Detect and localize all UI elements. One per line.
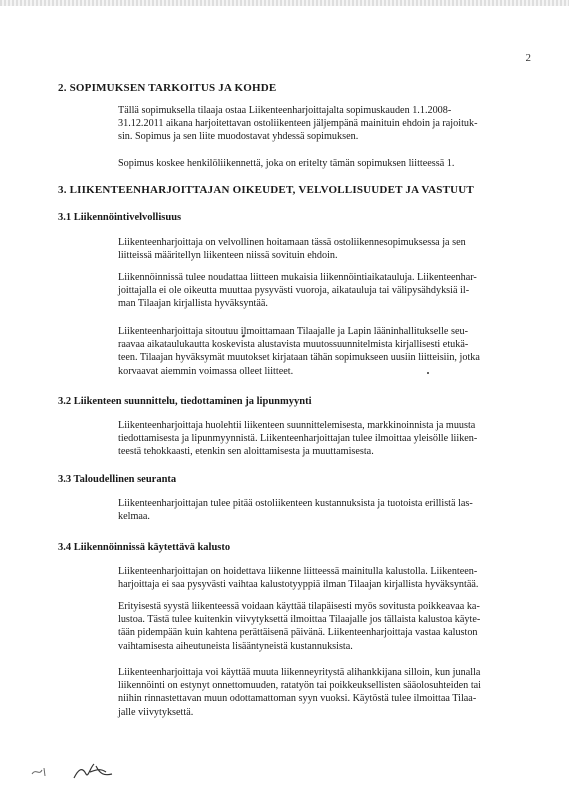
text-line: Erityisestä syystä liikenteessä voidaan käyttää tilapäisesti myös sovitusta poikkeavaa ka- [118,601,480,612]
text-line: 31.12.2011 aikana harjoitettavan ostoliikenteen jäljempänä mainituin ehdoin ja rajoituk- [118,118,478,130]
text-line: joittajalla ei ole oikeutta muuttaa pysyvästi vuoroja, aikatauluja tai välipysähdyksiä il- [118,285,470,297]
text-line: Liikenteenharjoittajan on hoidettava liikenne liitteessä mainitulla kalustolla. Liikenteen- [118,566,478,577]
text-line: tiedottamisesta ja lipunmyynnistä. Liikenteenharjoittajan tulee ilmoittaa yleisölle liiken- [118,433,478,445]
text-line: Tällä sopimuksella tilaaja ostaa Liikenteenharjoittajalta sopimuskauden 1.1.2008- [118,105,452,116]
text-line: Liikenteenharjoittaja sitoutuu ilmoittamaan Tilaajalle ja Lapin lääninhallitukselle seu- [118,326,468,337]
text-line: vaihtamisesta aiheutuneista lisääntyneistä kustannuksista. [118,640,353,652]
text-line: liikennöinti on estynyt onnettomuuden, ratatyön tai poikkeuksellisten sääolosuhteiden tai [118,680,482,692]
text-line: raavaa aikataulukautta koskevista alustavista muutossuunnitelmista kirjallisesti etukä- [118,339,469,351]
text-line: lustoa. Tästä tulee kuitenkin viivytyksettä ilmoittaa Tilaajalle jos tällaista kalustoa käyte- [118,614,481,626]
section-3-1-paragraph-2 [118,271,534,311]
section-3-heading: 3. LIIKENTEENHARJOITTAJAN OIKEUDET, VELVOLLISUUDET JA VASTUUT [58,184,474,196]
section-3-3-paragraph-1 [118,497,534,523]
text-line: tään pidempään kuin kahtena perättäisenä päivänä. Liikenteenharjoittaja vastaa kaluston [118,627,478,639]
section-2-heading: 2. SOPIMUKSEN TARKOITUS JA KOHDE [58,82,277,94]
page-number: 2 [525,52,531,64]
text-line: liitteissä määritellyn liikenteen niissä sovituin ehdoin. [118,250,338,262]
section-3-4-paragraph-2 [118,600,534,653]
section-3-1-paragraph-3 [118,325,534,378]
section-3-4-heading: 3.4 Liikennöinnissä käytettävä kalusto [58,542,231,553]
text-line: teen. Tilaajan hyväksymät muutokset kirjataan tähän sopimukseen uusiin liitteisiin, jotka [118,352,480,364]
text-line: Liikenteenharjoittajan tulee pitää ostoliikenteen kustannuksista ja tuotoista erillistä las- [118,498,473,509]
text-line: korvaavat aiemmin voimassa olleet liitteet. [118,365,294,377]
text-line: man Tilaajan kirjallista hyväksyntää. [118,298,268,310]
text-line: Liikenteenharjoittaja on velvollinen hoitamaan tässä ostoliikennesopimuksessa ja sen [118,237,466,248]
section-3-4-paragraph-3 [118,666,534,719]
section-3-1-paragraph-1 [118,236,534,262]
section-3-4-paragraph-1 [118,565,534,591]
text-line: Liikenteenharjoittaja huolehtii liikenteen suunnittelemisesta, markkinoinnista ja muusta [118,420,476,431]
text-line: sin. Sopimus ja sen liite muodostavat yhdessä sopimuksen. [118,131,359,143]
text-line: harjoittaja ei saa pysyvästi vaihtaa kalustotyyppiä ilman Tilaajan kirjallista hyväksyntää. [118,579,479,591]
text-line: Liikennöinnissä tulee noudattaa liitteen mukaisia liikennöintiaikatauluja. Liikenteenhar- [118,272,477,283]
handwritten-initials [30,756,140,786]
scan-mark [427,372,429,374]
section-3-1-heading: 3.1 Liikennöintivelvollisuus [58,212,182,223]
text-line: kelmaa. [118,511,150,523]
text-line: Liikenteenharjoittaja voi käyttää muuta liikenneyritystä alihankkijana silloin, kun junalla [118,667,481,678]
text-line: jalle viivytyksettä. [118,706,194,718]
section-2-paragraph-2 [118,157,534,170]
section-3-3-heading: 3.3 Taloudellinen seuranta [58,474,177,485]
text-line: niihin rinnastettavan muun odottamattoman syyn vuoksi. Käytöstä tulee ilmoittaa Tilaa- [118,693,477,705]
section-3-2-paragraph-1 [118,419,534,459]
section-2-paragraph-1 [118,104,534,144]
text-line: Sopimus koskee henkilöliikennettä, joka on eritelty tämän sopimuksen liitteessä 1. [118,158,455,169]
text-line: teestä tehokkaasti, etenkin sen aloittamisesta ja muuttamisesta. [118,446,374,458]
section-3-2-heading: 3.2 Liikenteen suunnittelu, tiedottaminen ja lipunmyynti [58,396,312,407]
